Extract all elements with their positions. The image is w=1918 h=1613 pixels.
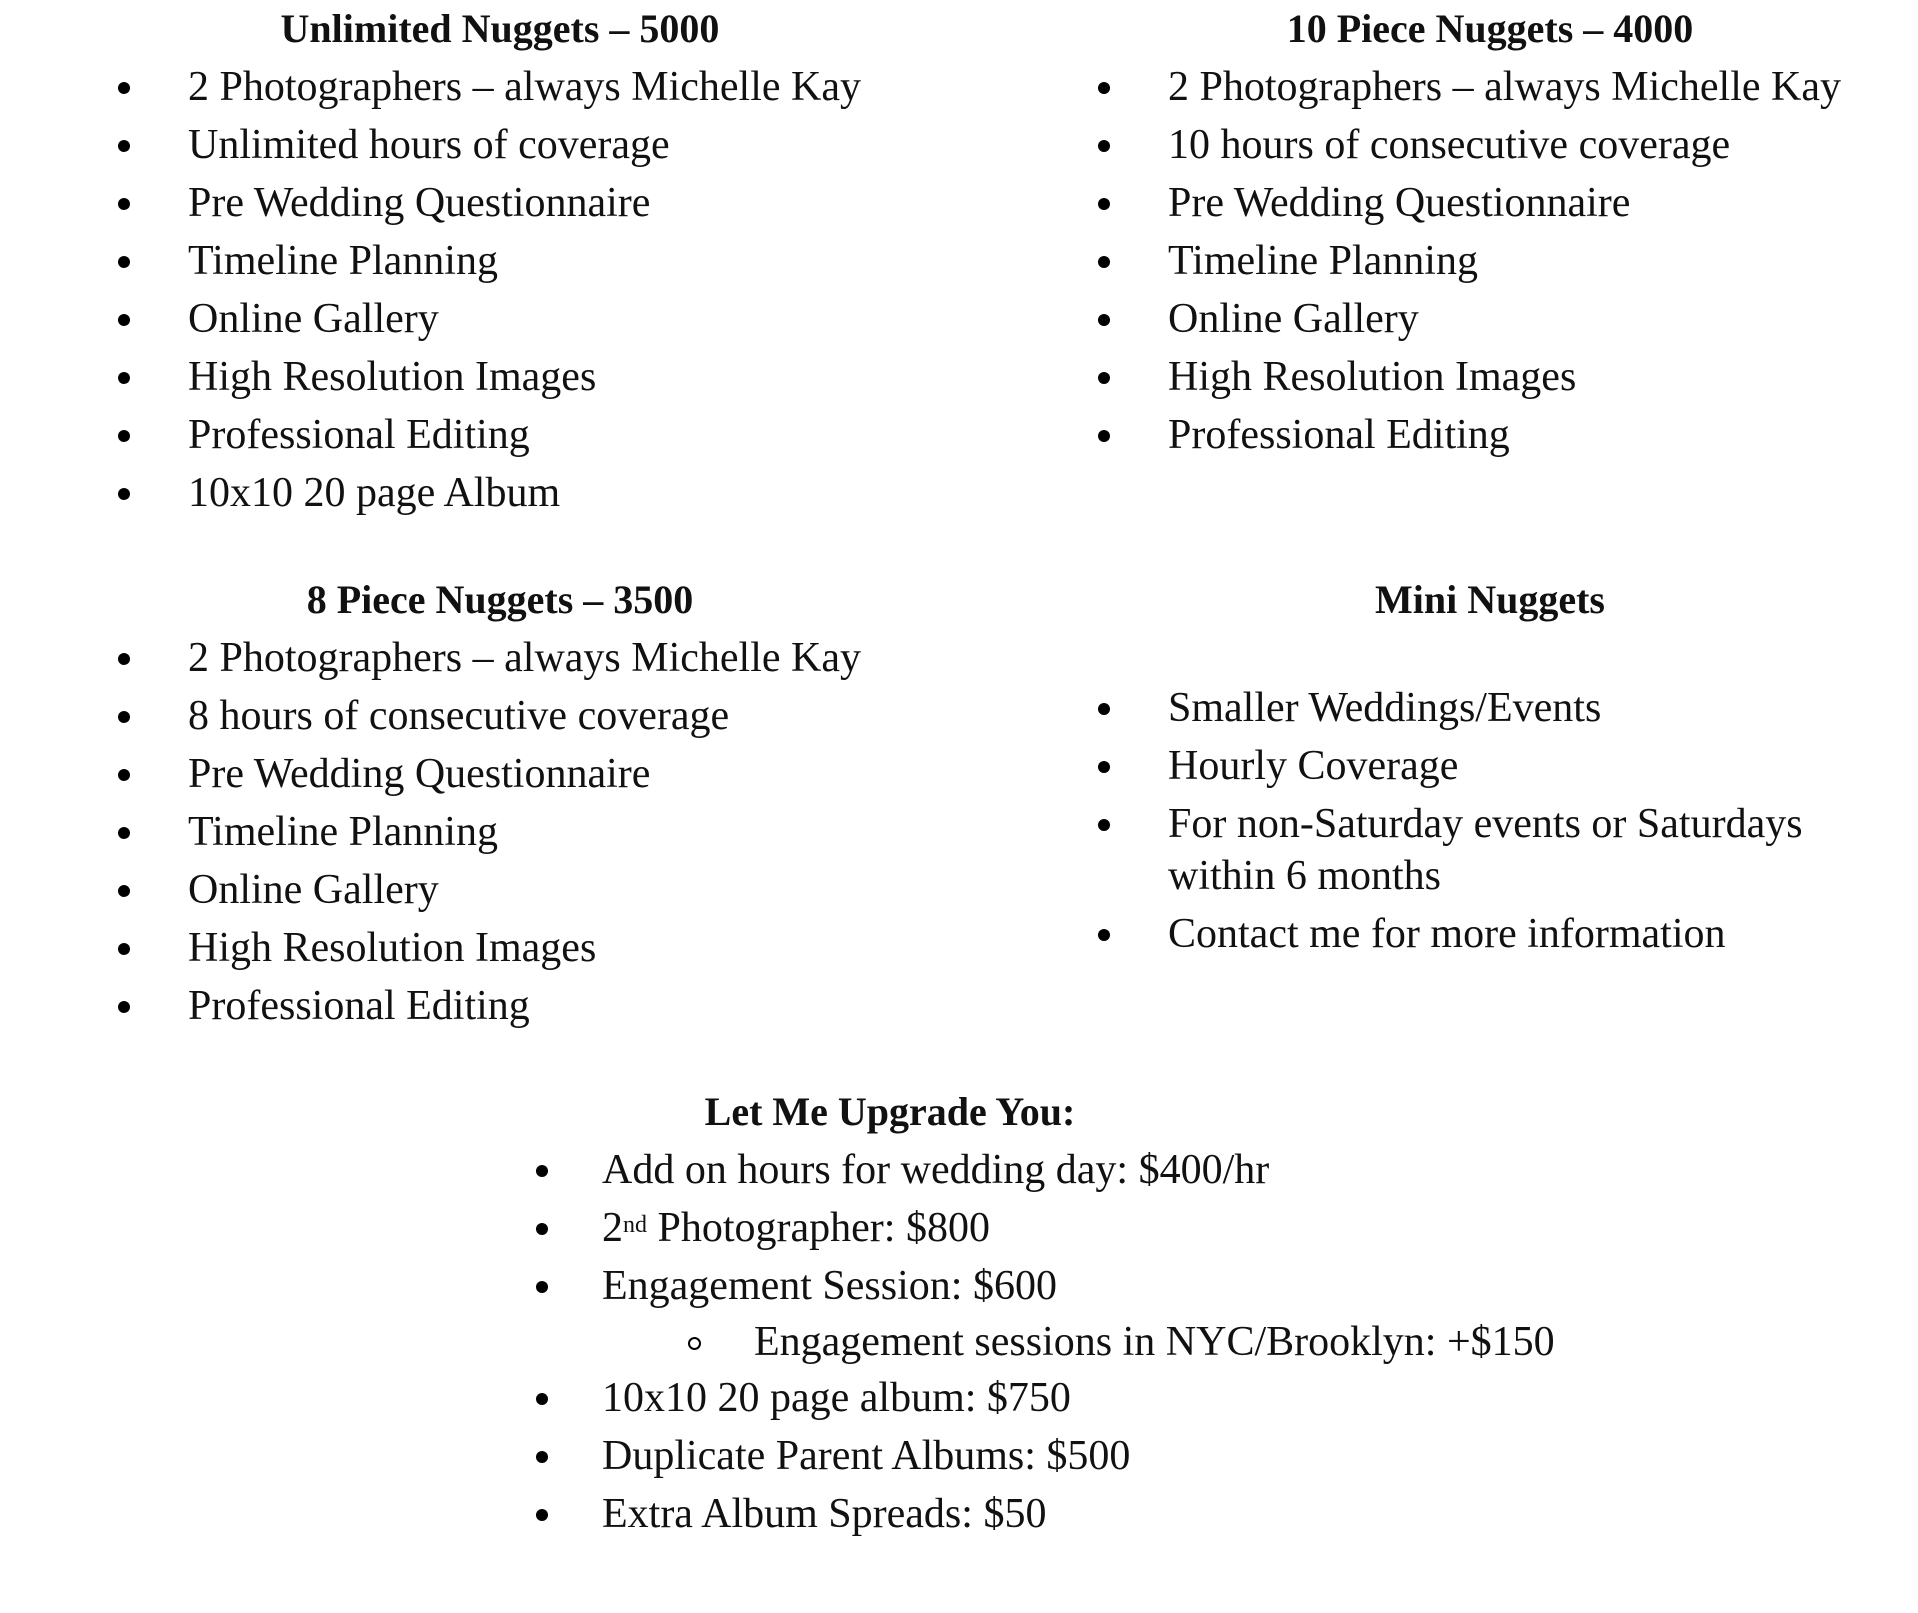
bullet-icon (1098, 82, 1110, 94)
list-item: 2 Photographers – always Michelle Kay (1080, 58, 1900, 116)
hollow-bullet-icon (688, 1337, 701, 1350)
list-item: 10x10 20 page album: $750 (510, 1369, 1710, 1427)
list-item: High Resolution Images (1080, 348, 1900, 406)
package-ten-piece (1080, 0, 1900, 464)
bullet-icon (118, 198, 130, 210)
bullet-icon (118, 256, 130, 268)
list-item: 2 Photographers – always Michelle Kay (100, 629, 900, 687)
bullet-icon (1098, 703, 1110, 715)
package-unlimited (100, 0, 900, 522)
bullet-icon (1098, 929, 1110, 941)
bullet-icon (536, 1509, 548, 1521)
list-item: Engagement Session: $600 (510, 1257, 1710, 1315)
bullet-icon (118, 140, 130, 152)
upgrade-title: Let Me Upgrade You: (704, 1089, 1076, 1134)
list-item: Extra Album Spreads: $50 (510, 1485, 1710, 1543)
list-item: Unlimited hours of coverage (100, 116, 900, 174)
bullet-icon (118, 769, 130, 781)
bullet-icon (1098, 372, 1110, 384)
list-item: Pre Wedding Questionnaire (1080, 174, 1900, 232)
bullet-icon (118, 82, 130, 94)
upgrade-list (510, 1141, 1710, 1543)
list-item: 2 Photographers – always Michelle Kay (100, 58, 900, 116)
bullet-icon (118, 653, 130, 665)
bullet-icon (118, 827, 130, 839)
bullet-icon (536, 1451, 548, 1463)
package-title: Mini Nuggets (1375, 577, 1605, 622)
bullet-icon (1098, 140, 1110, 152)
bullet-icon (118, 885, 130, 897)
bullet-icon (118, 314, 130, 326)
bullet-icon (1098, 819, 1110, 831)
bullet-icon (1098, 198, 1110, 210)
package-feature-list (1080, 58, 1900, 464)
bullet-icon (536, 1165, 548, 1177)
list-item: 8 hours of consecutive coverage (100, 687, 900, 745)
list-item: For non-Saturday events or Saturdays within 6 months (1080, 795, 1900, 905)
list-item: Online Gallery (100, 290, 900, 348)
bullet-icon (536, 1281, 548, 1293)
bullet-icon (1098, 761, 1110, 773)
list-item: Online Gallery (1080, 290, 1900, 348)
list-item: Pre Wedding Questionnaire (100, 745, 900, 803)
package-title: 10 Piece Nuggets – 4000 (1286, 6, 1694, 51)
package-eight-piece (100, 571, 900, 1035)
second-photographer-text: 2nd Photographer: $800 (602, 1205, 990, 1251)
bullet-icon (1098, 430, 1110, 442)
list-item: Contact me for more information (1080, 905, 1900, 963)
bullet-icon (536, 1223, 548, 1235)
upgrade-section (510, 1083, 1710, 1543)
bullet-icon (118, 488, 130, 500)
list-item: Professional Editing (100, 406, 900, 464)
list-item: Add on hours for wedding day: $400/hr (510, 1141, 1710, 1199)
bullet-icon (536, 1393, 548, 1405)
list-item: Duplicate Parent Albums: $500 (510, 1427, 1710, 1485)
bullet-icon (118, 430, 130, 442)
list-item: Pre Wedding Questionnaire (100, 174, 900, 232)
list-item: Hourly Coverage (1080, 737, 1900, 795)
package-feature-list (100, 629, 900, 1035)
package-feature-list (100, 58, 900, 522)
list-item: 10x10 20 page Album (100, 464, 900, 522)
bullet-icon (118, 711, 130, 723)
bullet-icon (1098, 314, 1110, 326)
list-item: Timeline Planning (100, 232, 900, 290)
bullet-icon (118, 372, 130, 384)
list-item: High Resolution Images (100, 348, 900, 406)
package-mini (1080, 571, 1900, 963)
list-item: Professional Editing (100, 977, 900, 1035)
package-feature-list (1080, 679, 1900, 963)
package-title: 8 Piece Nuggets – 3500 (306, 577, 694, 622)
bullet-icon (118, 943, 130, 955)
bullet-icon (118, 1001, 130, 1013)
list-item (510, 1199, 1710, 1257)
list-item: 10 hours of consecutive coverage (1080, 116, 1900, 174)
list-item: Professional Editing (1080, 406, 1900, 464)
package-title: Unlimited Nuggets – 5000 (280, 6, 720, 51)
bullet-icon (1098, 256, 1110, 268)
list-item: Smaller Weddings/Events (1080, 679, 1900, 737)
list-item: Timeline Planning (1080, 232, 1900, 290)
list-item: High Resolution Images (100, 919, 900, 977)
sub-list-item: Engagement sessions in NYC/Brooklyn: +$150 (510, 1315, 1710, 1369)
list-item: Timeline Planning (100, 803, 900, 861)
list-item: Online Gallery (100, 861, 900, 919)
